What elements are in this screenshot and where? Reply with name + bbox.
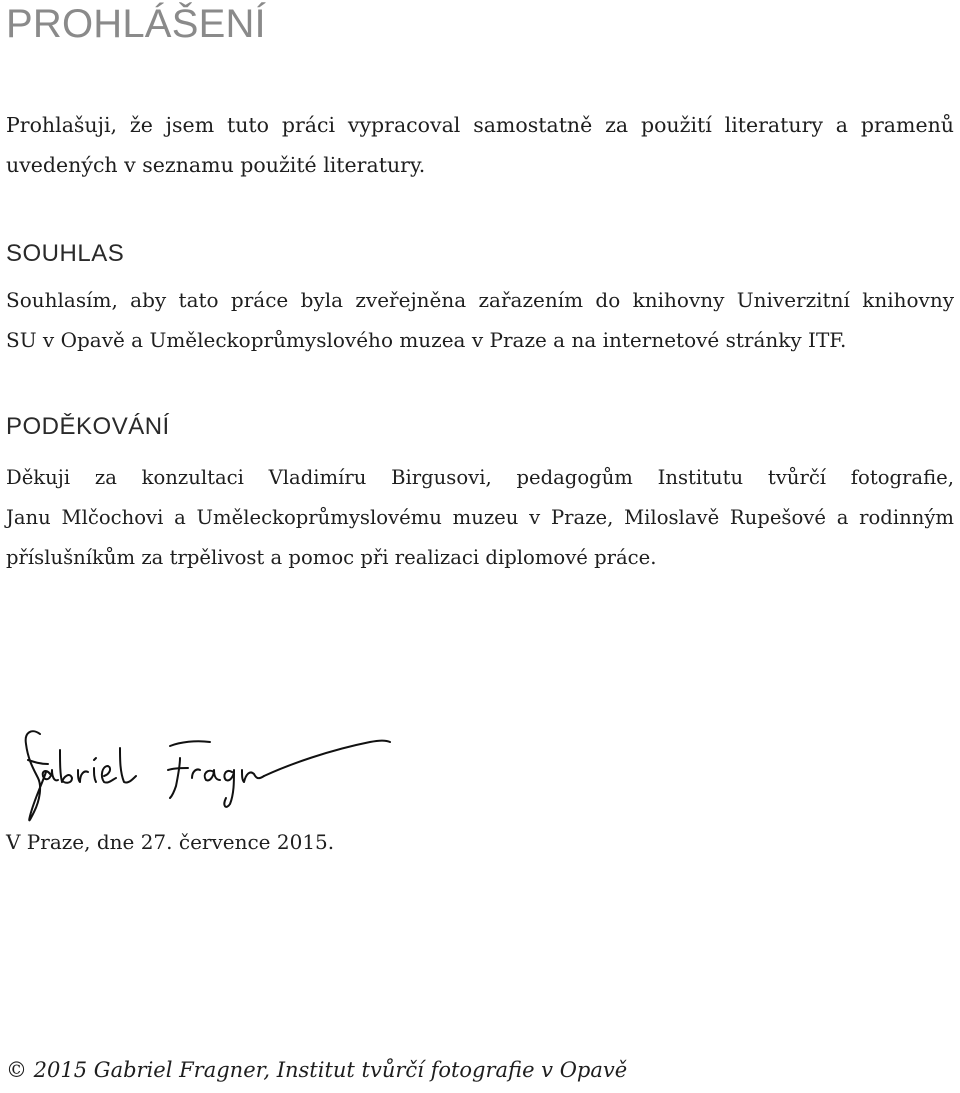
declaration-line: uvedených v seznamu použité literatury. [6, 153, 426, 177]
declaration-line: Prohlašuji, že jsem tuto práci vypracoval samostatně za použití literatury a pramenů [6, 113, 954, 137]
handwritten-signature [20, 720, 400, 830]
acknowledgements-paragraph [6, 458, 954, 578]
acknowledgements-line: příslušníkům za trpělivost a pomoc při realizaci diplomové práce. [6, 546, 657, 569]
consent-heading: SOUHLAS [6, 240, 125, 267]
consent-paragraph [6, 280, 954, 360]
copyright-footer: © 2015 Gabriel Fragner, Institut tvůrčí fotografie v Opavě [6, 1058, 628, 1082]
declaration-paragraph [6, 105, 954, 185]
consent-line: Souhlasím, aby tato práce byla zveřejněna zařazením do knihovny Univerzitní knihovny [6, 288, 954, 312]
acknowledgements-heading: PODĚKOVÁNÍ [6, 413, 170, 440]
consent-line: SU v Opavě a Uměleckoprůmyslového muzea v Praze a na internetové stránky ITF. [6, 328, 847, 352]
signature-icon [20, 720, 400, 830]
place-and-date: V Praze, dne 27. července 2015. [6, 830, 335, 854]
acknowledgements-line: Děkuji za konzultaci Vladimíru Birgusovi, pedagogům Institutu tvůrčí fotografie, [6, 466, 954, 489]
acknowledgements-line: Janu Mlčochovi a Uměleckoprůmyslovému muzeu v Praze, Miloslavě Rupešové a rodinným [6, 506, 954, 529]
page-title: PROHLÁŠENÍ [6, 2, 266, 46]
